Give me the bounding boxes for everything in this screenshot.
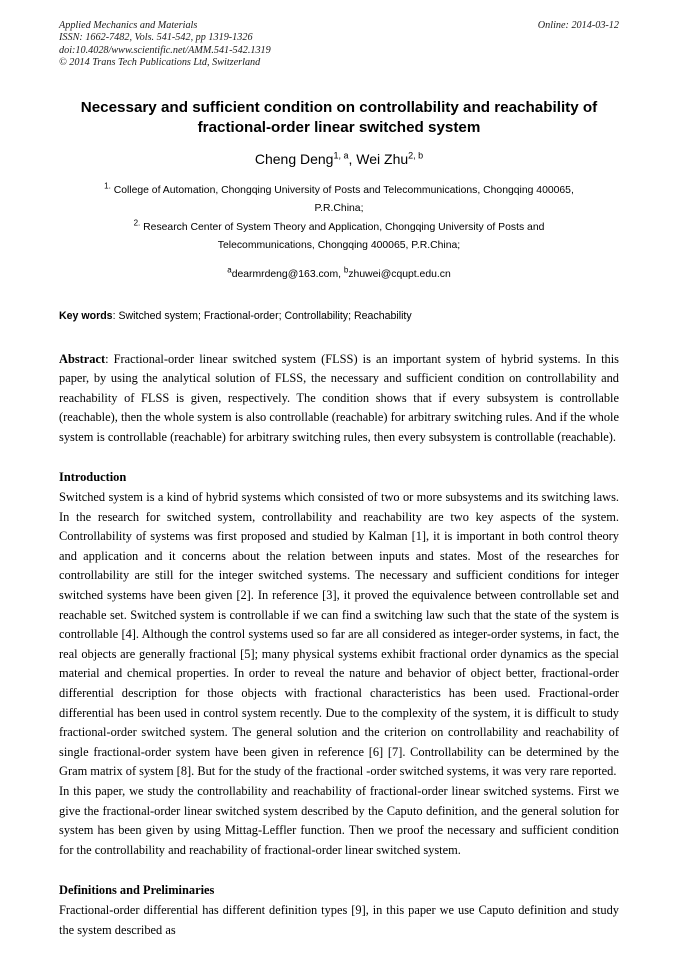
author-name-1: Cheng Deng: [254, 150, 334, 167]
affiliation-marker-2: 2.: [133, 218, 141, 228]
abstract-paragraph: [59, 350, 619, 448]
author-separator: ,: [348, 150, 357, 167]
email-address-2[interactable]: zhuwei@cqupt.edu.cn: [348, 269, 451, 281]
definitions-section: [59, 881, 619, 940]
journal-doi: doi:10.4028/www.scientific.net/AMM.541-542.1319: [59, 44, 271, 56]
section-heading-introduction: Introduction: [59, 470, 127, 485]
affiliation-text-2: Research Center of System Theory and Application, Chongqing University of Posts and Telecommunications, Chongqing 400065, P.R.China;: [143, 221, 545, 252]
introduction-section: [59, 468, 619, 860]
affiliation-1: [85, 182, 593, 219]
section-heading-definitions: Definitions and Preliminaries: [59, 883, 215, 898]
affiliation-marker-1: 1.: [104, 181, 111, 191]
online-publication-date: Online: 2014-03-12: [537, 20, 619, 31]
keywords-line: [59, 309, 619, 324]
keywords-colon: :: [112, 309, 119, 322]
author-affiliation-marker-2: 2, b: [408, 149, 424, 160]
keywords-value: Switched system; Fractional-order; Controllability; Reachability: [118, 309, 412, 322]
journal-header: [59, 20, 619, 70]
journal-issn-volume: ISSN: 1662-7482, Vols. 541-542, pp 1319-1326: [59, 32, 253, 44]
author-affiliation-marker-1: 1, a: [333, 149, 349, 160]
author-emails: [85, 266, 593, 285]
keywords-label: Key words: [59, 309, 113, 322]
affiliation-2: [85, 219, 593, 256]
email-separator: ,: [338, 269, 344, 281]
abstract-colon: :: [105, 351, 114, 366]
author-list: [59, 150, 619, 168]
page-content: [59, 20, 619, 940]
journal-header-left: [59, 20, 459, 70]
email-address-1[interactable]: dearmrdeng@163.com: [231, 269, 339, 281]
affiliation-list: [59, 182, 619, 285]
abstract-label: Abstract: [59, 351, 106, 366]
journal-name: Applied Mechanics and Materials: [59, 20, 198, 31]
affiliation-text-1: College of Automation, Chongqing University of Posts and Telecommunications, Chongqing 400065, P.R.China;: [113, 184, 574, 215]
introduction-paragraph-1: Switched system is a kind of hybrid systems which consisted of two or more subsystems and its switching laws. In the research for switched system, controllability and reachability are two key aspects of the system. Controllability of systems was first proposed and studied by Kalman [1], it is important in both control theory and application and it concerns about the relation between inputs and states. Most of the researches for controllability are still for the integer switched systems. The necessary and sufficient conditions for integer switched systems have been given [2]. In reference [3], it proved the equivalence between controllable set and reachable set. Switched system is controllable if we can find a switching law such that the state of the system is controllable [4]. Although the control systems used so far are all considered as integer-order systems, in fact, the real objects are generally fractional [5]; many physical systems exhibit fractional order dynamics as the special material and chemical properties. In order to reveal the nature and behavior of object better, fractional-order differential description for those objects with fractional characteristics has been used. Fractional-order differential has been used in control system recently. Due to the complexity of the system, it is difficult to study fractional-order switched system. The general solution and the criterion on controllability and reachability of single fractional-order system have been given in reference [6] [7]. Controllability can be determined by the Gram matrix of system [8]. But for the study of the fractional -order switched systems, it was very rare reported.: [59, 490, 619, 779]
journal-copyright: © 2014 Trans Tech Publications Ltd, Switzerland: [59, 57, 261, 69]
email-marker-1: a: [227, 265, 232, 275]
page-title: Necessary and sufficient condition on controllability and reachability of fractional-order linear switched system: [80, 98, 598, 136]
definitions-paragraph-1: Fractional-order differential has different definition types [9], in this paper we use Caputo definition and study the system described as: [59, 902, 619, 937]
introduction-paragraph-2: In this paper, we study the controllability and reachability of fractional-order linear switched systems. First we give the fractional-order linear switched system described by the Caputo definition, and the general solution for system has been given by using Mittag-Leffler function. Then we proof the necessary and sufficient condition for the controllability and reachability of fractional-order linear switched system.: [59, 783, 619, 857]
email-marker-2: b: [343, 265, 349, 275]
abstract-text: Fractional-order linear switched system (FLSS) is an important system of hybrid systems. In this paper, by using the analytical solution of FLSS, the necessary and sufficient condition on controllability and reachability of FLSS is given, respectively. The condition shows that if every subsystem is controllable (reachable), then the whole system is also controllable (reachable) for arbitrary switching rules. And if the whole system is controllable (reachable) for arbitrary switching rules, then every subsystem is controllable (reachable).: [59, 351, 619, 444]
author-name-2: Wei Zhu: [356, 150, 409, 167]
